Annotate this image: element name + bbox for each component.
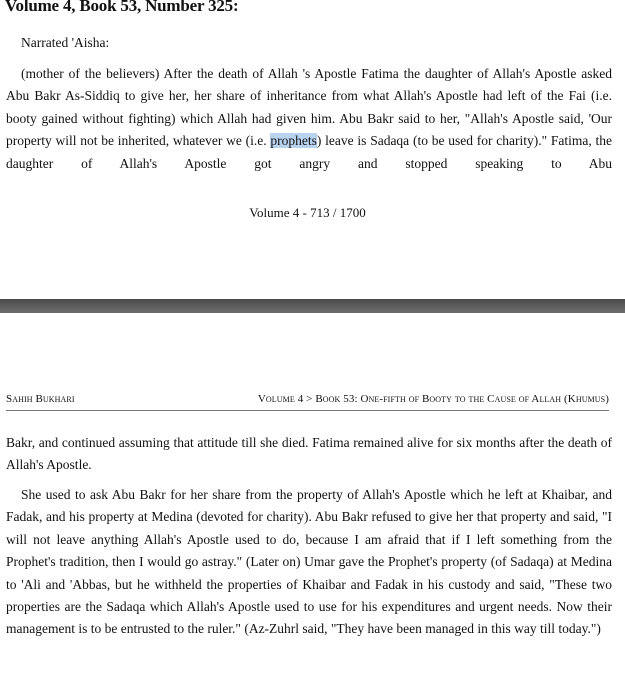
- main-paragraph: She used to ask Abu Bakr for her share from the property of Allah's Apostle which he left at Khaibar, and Fadak, and his property at Medina (devoted for charity). Abu Bakr refused to give her that property and said, "I will not leave anything Allah's Apostle used to do, because I am afraid that if I left something from the Prophet's tradition, then I would go astray." (Later on) Umar gave the Prophet's property (of Sadaqa) at Medina to 'Ali and 'Abbas, but he withheld the properties of Khaibar and Fadak in his custody and said, "These two properties are the Sadaqa which Allah's Apostle used to use for his expenditures and urgent needs. Now their management is to be entrusted to the ruler." (Az-Zuhrl said, "They have been managed in this way till today."): [6, 487, 612, 637]
- document-page-top: [0, 0, 625, 299]
- narrator-line: Narrated 'Aisha:: [21, 35, 110, 50]
- highlighted-word[interactable]: prophets: [270, 133, 317, 149]
- paragraph-text-before: (mother of the believers) After the death of Allah 's Apostle Fatima the daughter of Allah's Apostle asked Abu Bakr As-Siddiq to give her, her share of inheritance from what Allah's Apostle had left of the Fai (i.e. booty gained without fighting) which Allah had given him. Abu Bakr said to her, "Allah's Apostle said, 'Our property will not be inherited, whatever we (i.e.: [6, 66, 612, 149]
- hadith-heading: Volume 4, Book 53, Number 325:: [5, 0, 239, 15]
- hadith-paragraph: [6, 63, 612, 175]
- header-rule: [6, 410, 609, 411]
- paragraph-text-after: ) leave is Sadaqa (to be used for charity)." Fatima, the daughter of Allah's Apostle got angry and stopped speaking to Abu: [6, 133, 612, 171]
- document-page-bottom: [0, 313, 625, 675]
- page-number: Volume 4 - 713 / 1700: [249, 205, 366, 220]
- running-header-chapter: Volume 4 > Book 53: One-fifth of Booty to the Cause of Allah (Khumus): [257, 393, 609, 405]
- page-divider: [0, 299, 625, 313]
- continued-paragraph: Bakr, and continued assuming that attitude till she died. Fatima remained alive for six months after the death of Allah's Apostle.: [6, 435, 612, 473]
- running-header-book-title: Sahih Bukhari: [6, 393, 75, 405]
